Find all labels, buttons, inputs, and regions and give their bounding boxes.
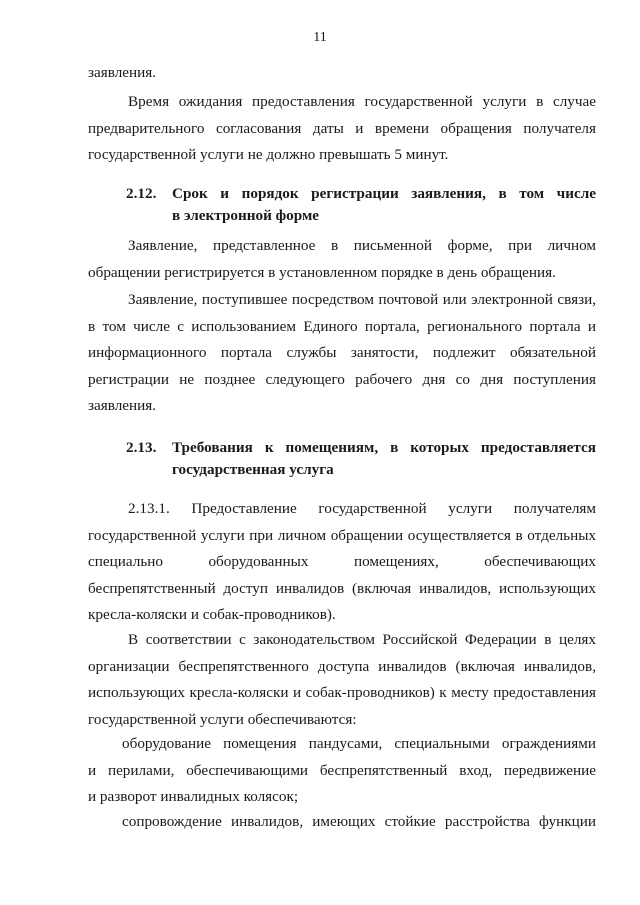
heading-line: Срок и порядок регистрации заявления, в том числе bbox=[172, 185, 596, 202]
section-number: 2.12. bbox=[126, 185, 157, 202]
paragraph-continuation bbox=[88, 60, 596, 87]
section-number: 2.13. bbox=[126, 439, 157, 456]
paragraph-waiting-time bbox=[88, 89, 596, 169]
text-line: Заявление, представленное в письменной форме, при личном bbox=[128, 237, 596, 254]
heading-line: в электронной форме bbox=[172, 207, 320, 224]
text-line: государственной услуги обеспечиваются: bbox=[88, 710, 357, 728]
text-line: 2.13.1. Предоставление государственной услуги получателям bbox=[128, 500, 596, 517]
paragraph-electronic-application bbox=[88, 287, 596, 420]
heading-line: государственная услуга bbox=[172, 461, 334, 478]
heading-line: Требования к помещениям, в которых предоставляется bbox=[172, 439, 596, 456]
paragraph-2-13-1 bbox=[88, 496, 596, 629]
text-line: беспрепятственный доступ инвалидов (включая инвалидов, использующих bbox=[88, 579, 596, 597]
text-line: заявления. bbox=[88, 397, 157, 415]
paragraph-escort bbox=[88, 809, 596, 836]
text-line: организации беспрепятственного доступа инвалидов (включая инвалидов, bbox=[88, 657, 596, 675]
text-line: кресла-коляски и собак-проводников). bbox=[88, 606, 336, 624]
text-line: государственной услуги не должно превышать 5 минут. bbox=[88, 146, 449, 164]
paragraph-accessibility bbox=[88, 627, 596, 733]
text-line: Заявление, поступившее посредством почтовой или электронной связи, bbox=[128, 291, 596, 308]
text-line: государственной услуги при личном обращении осуществляется в отдельных bbox=[88, 526, 596, 544]
paragraph-ramps bbox=[88, 731, 596, 811]
text-line: регистрации не позднее следующего рабочего дня со дня поступления bbox=[88, 370, 596, 388]
text-line: в том числе с использованием Единого портала, регионального портала и bbox=[88, 317, 596, 335]
paragraph-written-application bbox=[88, 233, 596, 286]
text-line: обращении регистрируется в установленном порядке в день обращения. bbox=[88, 263, 556, 281]
section-heading-2-13 bbox=[126, 437, 596, 481]
page-number: 11 bbox=[313, 30, 327, 45]
text-line: и разворот инвалидных колясок; bbox=[88, 788, 299, 806]
text-line: информационного портала службы занятости, подлежит обязательной bbox=[88, 344, 596, 362]
text-line: специально оборудованных помещениях, обеспечивающих bbox=[88, 553, 596, 571]
text-line: В соответствии с законодательством Российской Федерации в целях bbox=[128, 631, 596, 648]
text-line: Время ожидания предоставления государственной услуги в случае bbox=[128, 93, 596, 110]
text-line: использующих кресла-коляски и собак-проводников) к месту предоставления bbox=[88, 684, 596, 702]
text-line: заявления. bbox=[88, 64, 157, 81]
text-line: оборудование помещения пандусами, специальными ограждениями bbox=[122, 735, 596, 752]
text-line: и перилами, обеспечивающими беспрепятственный вход, передвижение bbox=[88, 761, 596, 779]
section-heading-2-12 bbox=[126, 183, 596, 227]
text-line: предварительного согласования даты и времени обращения получателя bbox=[88, 119, 596, 137]
text-line: сопровождение инвалидов, имеющих стойкие расстройства функции bbox=[122, 813, 596, 830]
